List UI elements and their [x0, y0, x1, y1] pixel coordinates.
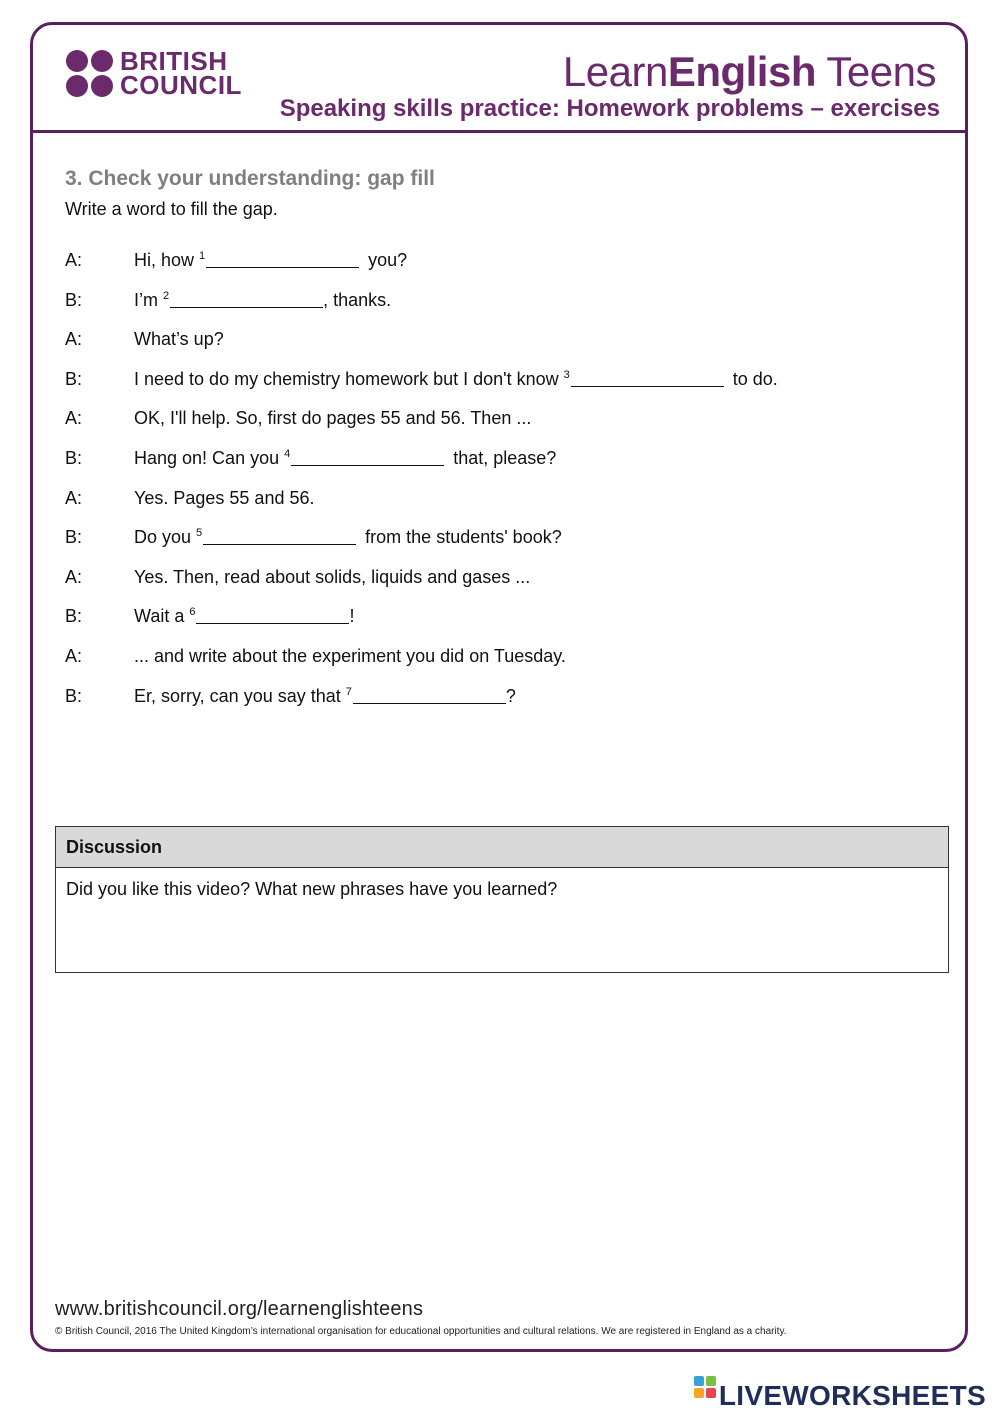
utterance: [134, 329, 224, 350]
gap-number: 1: [199, 250, 206, 262]
speaker-label: A:: [65, 250, 83, 270]
gap-blank[interactable]: [196, 607, 349, 624]
dialogue-line: [65, 250, 945, 290]
utterance-text: What’s up?: [134, 329, 224, 350]
logo-dots-icon: [66, 50, 116, 98]
dialogue-line: [65, 646, 945, 686]
discussion-prompt: Did you like this video? What new phrases have you learned?: [66, 879, 558, 899]
speaker-label: B:: [65, 368, 83, 389]
dialogue-line: [65, 290, 945, 330]
utterance-after-gap: ?: [505, 685, 516, 706]
speaker-label: B:: [65, 447, 83, 468]
logo-wordmark: [120, 46, 320, 100]
utterance-before-gap: Hang on! Can you: [134, 447, 285, 468]
utterance-text: OK, I'll help. So, first do pages 55 and 56. Then ...: [134, 408, 532, 429]
speaker-label: A:: [65, 408, 83, 429]
gap-number: 3: [563, 368, 570, 381]
logo-teens: Teens: [816, 48, 936, 95]
dialogue-line: [65, 369, 945, 409]
speaker-label: A:: [65, 487, 83, 508]
utterance-text: Yes. Then, read about solids, liquids and gases ...: [134, 566, 531, 587]
speaker-label: B:: [65, 606, 83, 627]
gap-blank[interactable]: [291, 449, 444, 466]
discussion-heading: Discussion: [56, 827, 948, 868]
utterance: [134, 290, 391, 311]
footer-url: www.britishcouncil.org/learnenglishteens: [55, 1298, 424, 1320]
header-divider: [30, 130, 968, 133]
gap-blank[interactable]: [206, 251, 359, 268]
dialogue-line: [65, 527, 945, 567]
utterance: [134, 448, 556, 469]
liveworksheets-text: LIVEWORKSHEETS: [718, 1379, 986, 1411]
gap-blank[interactable]: [571, 370, 724, 387]
gap-fill-dialogue: [65, 250, 945, 725]
utterance-after-gap: you?: [363, 250, 408, 270]
discussion-box: [55, 826, 949, 973]
dialogue-line: [65, 606, 945, 646]
utterance-before-gap: Hi, how: [134, 250, 200, 270]
dialogue-line: [65, 408, 945, 448]
utterance-text: ... and write about the experiment you did on Tuesday.: [134, 645, 566, 666]
utterance: [134, 369, 778, 390]
dialogue-line: [65, 448, 945, 488]
logo-english: English: [667, 48, 816, 95]
utterance: [134, 408, 531, 429]
utterance: [134, 488, 314, 509]
utterance-after-gap: !: [349, 606, 355, 627]
speaker-label: B:: [65, 527, 83, 548]
dialogue-line: [65, 567, 945, 607]
utterance: [134, 250, 407, 271]
section-heading: 3. Check your understanding: gap fill: [65, 167, 435, 190]
utterance-after-gap: from the students' book?: [360, 527, 562, 548]
gap-number: 7: [345, 685, 352, 698]
gap-number: 6: [189, 606, 196, 619]
speaker-label: B:: [65, 685, 83, 706]
logo-line-1: BRITISH: [120, 46, 228, 76]
section-instruction: Write a word to fill the gap.: [65, 199, 278, 219]
speaker-label: A:: [65, 566, 83, 587]
liveworksheets-watermark: [694, 1376, 986, 1411]
dialogue-line: [65, 488, 945, 528]
speaker-label: A:: [65, 645, 83, 666]
speaker-label: A:: [65, 329, 83, 350]
gap-number: 2: [163, 289, 170, 302]
utterance-before-gap: Wait a: [134, 606, 190, 627]
document-title: Speaking skills practice: Homework problems – exercises: [279, 95, 940, 122]
gap-blank[interactable]: [353, 687, 506, 704]
liveworksheets-icon: [694, 1376, 716, 1398]
utterance-before-gap: Do you: [134, 527, 197, 548]
learnenglish-teens-logo: [563, 48, 936, 96]
logo-learn: Learn: [562, 48, 668, 95]
dialogue-line: [65, 329, 945, 369]
utterance: [134, 606, 355, 627]
utterance: [134, 527, 562, 548]
utterance-before-gap: I need to do my chemistry homework but I don't know: [134, 368, 564, 389]
gap-blank[interactable]: [203, 528, 356, 545]
utterance-before-gap: Er, sorry, can you say that: [134, 685, 346, 706]
gap-number: 4: [284, 447, 291, 460]
utterance: [134, 567, 530, 588]
utterance-after-gap: , thanks.: [323, 289, 392, 310]
gap-number: 5: [196, 527, 203, 540]
gap-blank[interactable]: [170, 291, 323, 308]
logo-line-2: COUNCIL: [120, 70, 242, 100]
utterance-after-gap: to do.: [727, 368, 778, 389]
utterance-before-gap: I’m: [134, 289, 163, 310]
dialogue-line: [65, 686, 945, 726]
utterance-text: Yes. Pages 55 and 56.: [134, 487, 315, 508]
utterance: [134, 646, 566, 667]
utterance-after-gap: that, please?: [448, 447, 557, 468]
speaker-label: B:: [65, 289, 83, 310]
footer-copyright: © British Council, 2016 The United Kingdom’s international organisation for educational opportunities and cultural relations. We are registered in England as a charity.: [55, 1326, 787, 1337]
utterance: [134, 686, 516, 707]
